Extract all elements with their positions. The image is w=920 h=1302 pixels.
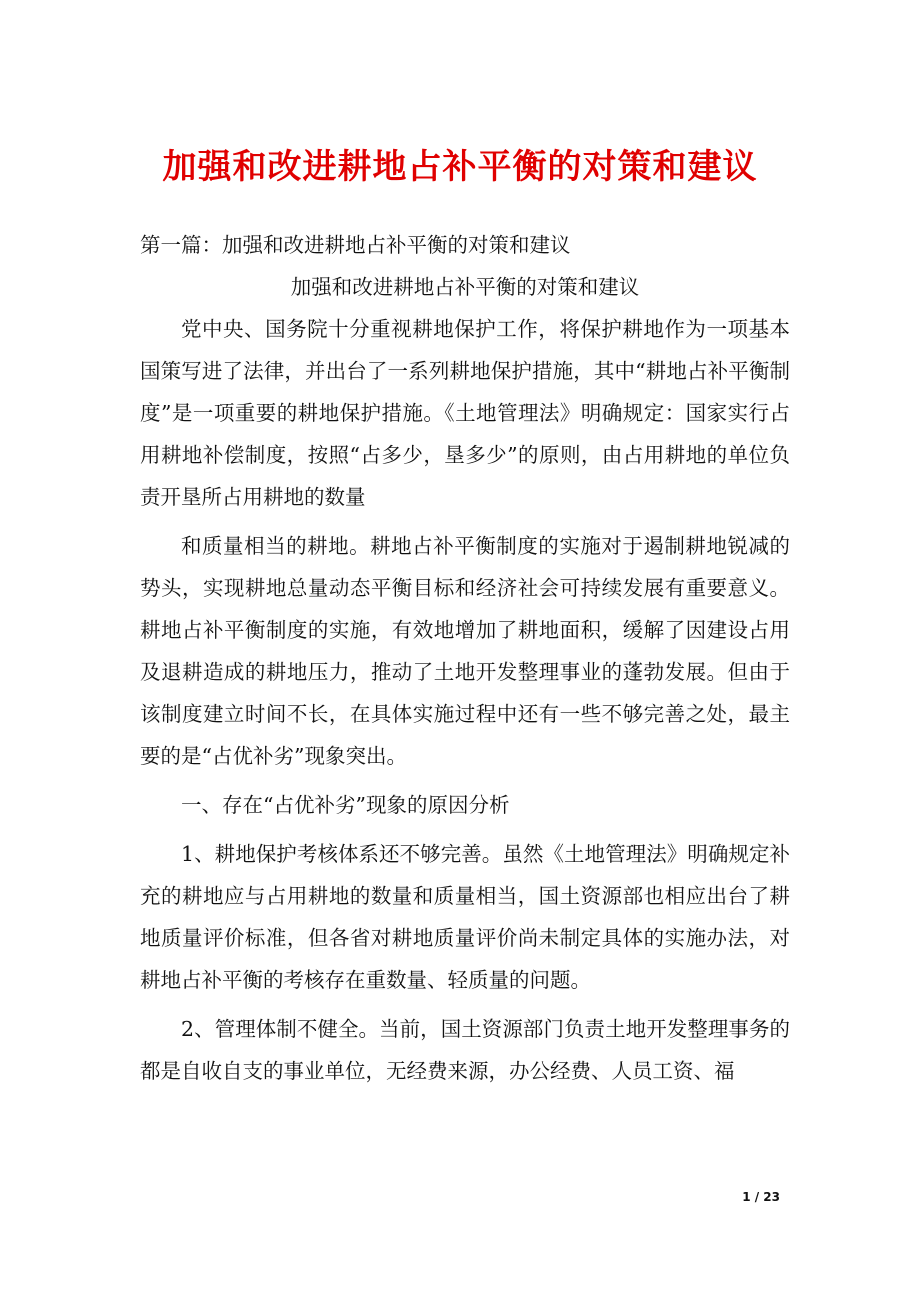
subtitle-line: 第一篇：加强和改进耕地占补平衡的对策和建议 [140,233,571,257]
centered-heading: 加强和改进耕地占补平衡的对策和建议 [290,275,640,299]
paragraph: 和质量相当的耕地。耕地占补平衡制度的实施对于遏制耕地锐减的势头，实现耕地总量动态平衡目标和经济社会可持续发展有重要意义。耕地占补平衡制度的实施，有效地增加了耕地面积，缓解了因建设占用及退耕造成的耕地压力，推动了土地开发整理事业的蓬勃发展。但由于该制度建立时间不长，在具体实施过程中还有一些不够完善之处，最主要的是“占优补劣”现象突出。 [140,534,790,768]
paragraph: 党中央、国务院十分重视耕地保护工作，将保护耕地作为一项基本国策写进了法律，并出台了一系列耕地保护措施，其中“耕地占补平衡制度”是一项重要的耕地保护措施。《土地管理法》明确规定：国家实行占用耕地补偿制度，按照“占多少，垦多少”的原则，由占用耕地的单位负责开垦所占用耕地的数量 [140,317,790,509]
paragraph: 2、管理体制不健全。当前，国土资源部门负责土地开发整理事务的都是自收自支的事业单位，无经费来源，办公经费、人员工资、福 [140,1017,790,1083]
section-heading: 一、存在“占优补劣”现象的原因分析 [181,793,510,817]
page-number: 1 / 23 [742,1190,780,1204]
paragraph: 1、耕地保护考核体系还不够完善。虽然《土地管理法》明确规定补充的耕地应与占用耕地的数量和质量相当，国土资源部也相应出台了耕地质量评价标准，但各省对耕地质量评价尚未制定具体的实施办法，对耕地占补平衡的考核存在重数量、轻质量的问题。 [140,842,790,992]
document-title: 加强和改进耕地占补平衡的对策和建议 [162,147,758,187]
document-body [140,224,790,1092]
